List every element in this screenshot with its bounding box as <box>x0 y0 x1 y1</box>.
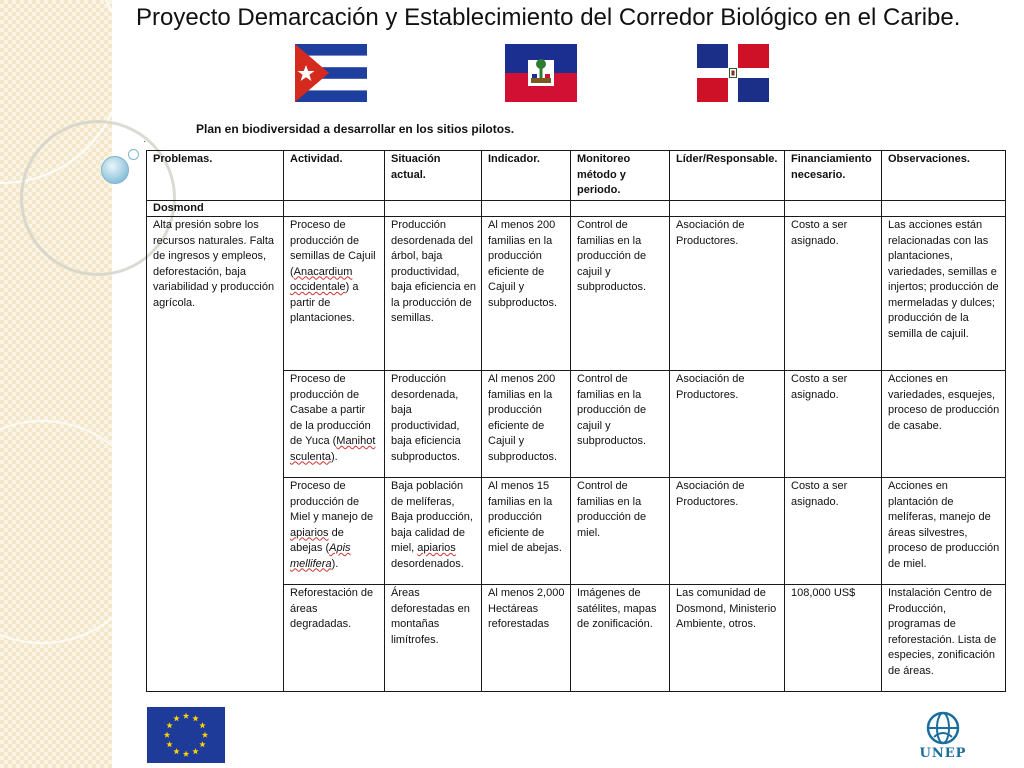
unep-label: UNEP <box>919 746 967 761</box>
eu-star-icon <box>183 751 189 757</box>
leader-cell: Asociación de Productores. <box>670 217 785 371</box>
section-row <box>147 200 1006 217</box>
monitoring-cell: Control de familias en la producción de cajuil y subproductos. <box>571 371 670 478</box>
header-actividad: Actividad. <box>284 151 385 201</box>
eu-star-icon <box>183 713 189 719</box>
observations-cell: Acciones en plantación de melíferas, manejo de áreas silvestres, proceso de producción de miel. <box>882 478 1006 585</box>
decorative-bubble-icon <box>128 149 139 160</box>
eu-star-icon <box>166 741 172 747</box>
haiti-flag-icon <box>505 44 577 102</box>
table-row <box>147 217 1006 371</box>
activity-cell: Reforestación de áreas degradadas. <box>284 585 385 692</box>
table-header-row <box>147 151 1006 201</box>
observations-cell: Instalación Centro de Producción, programas de reforestación. Lista de especies, zonificación de áreas. <box>882 585 1006 692</box>
header-monitoreo: Monitoreo método y periodo. <box>571 151 670 201</box>
header-indicador: Indicador. <box>482 151 571 201</box>
slide-title: Proyecto Demarcación y Establecimiento del Corredor Biológico en el Caribe. <box>136 4 961 31</box>
situation-cell: Producción desordenada del árbol, baja productividad, baja eficiencia en la producción de semillas. <box>385 217 482 371</box>
indicator-cell: Al menos 200 familias en la producción eficiente de Cajuil y subproductos. <box>482 217 571 371</box>
indicator-cell: Al menos 15 familias en la producción eficiente de miel de abejas. <box>482 478 571 585</box>
observations-cell: Las acciones están relacionadas con las plantaciones, variedades, semillas e injertos; producción de mermeladas y dulces; producción de la semilla de cajuil. <box>882 217 1006 371</box>
situation-cell: Producción desordenada, baja productividad, baja eficiencia subproductos. <box>385 371 482 478</box>
decorative-swirl <box>0 420 154 644</box>
decorative-side-panel <box>0 0 112 768</box>
leader-cell: Asociación de Productores. <box>670 371 785 478</box>
unep-globe-icon <box>926 711 960 745</box>
leader-cell: Asociación de Productores. <box>670 478 785 585</box>
observations-cell: Acciones en variedades, esquejes, proceso de producción de casabe. <box>882 371 1006 478</box>
eu-star-icon <box>199 741 205 747</box>
bullet-marker: · <box>143 136 147 147</box>
funding-cell: 108,000 US$ <box>785 585 882 692</box>
biodiversity-plan-table <box>146 150 1006 692</box>
eu-star-icon <box>164 732 170 738</box>
header-observaciones: Observaciones. <box>882 151 1006 201</box>
unep-logo <box>906 707 980 765</box>
problem-cell: Alta presión sobre los recursos naturales. Falta de ingresos y empleos, deforestación, baja variabilidad y producción agrícola. <box>147 217 284 692</box>
header-lider: Líder/Responsable. <box>670 151 785 201</box>
activity-cell: Proceso de producción de Miel y manejo de apiarios de abejas (Apis mellifera). <box>284 478 385 585</box>
funding-cell: Costo a ser asignado. <box>785 371 882 478</box>
header-financiamiento: Financiamiento necesario. <box>785 151 882 201</box>
cuba-flag-icon <box>295 44 367 102</box>
eu-star-icon <box>192 715 198 721</box>
table-caption: Plan en biodiversidad a desarrollar en los sitios pilotos. <box>196 122 515 136</box>
european-union-flag-icon <box>147 707 225 763</box>
indicator-cell: Al menos 2,000 Hectáreas reforestadas <box>482 585 571 692</box>
monitoring-cell: Control de familias en la producción de miel. <box>571 478 670 585</box>
indicator-cell: Al menos 200 familias en la producción eficiente de Cajuil y subproductos. <box>482 371 571 478</box>
eu-star-icon <box>173 715 179 721</box>
monitoring-cell: Control de familias en la producción de cajuil y subproductos. <box>571 217 670 371</box>
activity-cell: Proceso de producción de semillas de Cajuil (Anacardium occidentale) a partir de plantaciones. <box>284 217 385 371</box>
eu-star-icon <box>173 748 179 754</box>
funding-cell: Costo a ser asignado. <box>785 217 882 371</box>
situation-cell: Baja población de melíferas, Baja producción, baja calidad de miel, apiarios desordenados. <box>385 478 482 585</box>
eu-star-icon <box>202 732 208 738</box>
header-problemas: Problemas. <box>147 151 284 201</box>
eu-star-icon <box>166 722 172 728</box>
situation-cell: Áreas deforestadas en montañas limítrofes. <box>385 585 482 692</box>
eu-star-icon <box>192 748 198 754</box>
monitoring-cell: Imágenes de satélites, mapas de zonificación. <box>571 585 670 692</box>
leader-cell: Las comunidad de Dosmond, Ministerio Ambiente, otros. <box>670 585 785 692</box>
dominican-republic-flag-icon <box>697 44 769 102</box>
funding-cell: Costo a ser asignado. <box>785 478 882 585</box>
decorative-bubble-icon <box>101 156 129 184</box>
eu-star-icon <box>199 722 205 728</box>
header-situacion: Situación actual. <box>385 151 482 201</box>
section-label: Dosmond <box>147 200 284 217</box>
activity-cell: Proceso de producción de Casabe a partir de la producción de Yuca (Manihot sculenta). <box>284 371 385 478</box>
